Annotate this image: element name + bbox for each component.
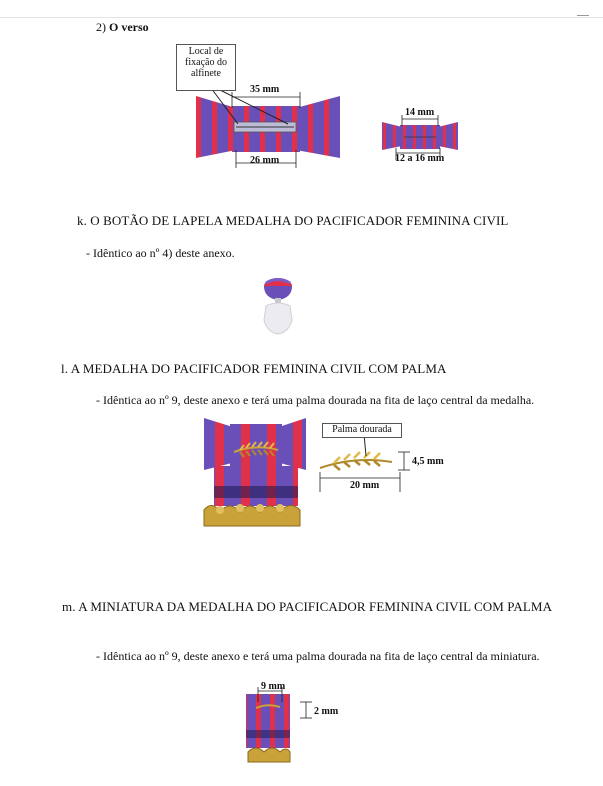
dim-35mm: 35 mm bbox=[250, 84, 280, 95]
verso-callout-box: Local de fixação do alfinete bbox=[176, 44, 236, 91]
section-l-heading: l. A MEDALHA DO PACIFICADOR FEMININA CIVIL COM PALMA bbox=[61, 361, 447, 376]
dim-20mm: 20 mm bbox=[350, 480, 380, 491]
section-l-body: - Idêntica ao nº 9, deste anexo e terá uma palma dourada na fita de laço central da medalha. bbox=[96, 393, 535, 407]
dim-4-5mm: 4,5 mm bbox=[412, 456, 444, 467]
section-m-heading: m. A MINIATURA DA MEDALHA DO PACIFICADOR FEMININA CIVIL COM PALMA bbox=[62, 599, 553, 614]
palm-callout-box: Palma dourada bbox=[322, 423, 402, 438]
section-m-body: - Idêntica ao nº 9, deste anexo e terá uma palma dourada na fita de laço central da miniatura. bbox=[96, 649, 540, 663]
dim-14mm: 14 mm bbox=[405, 107, 435, 118]
dim-2mm: 2 mm bbox=[314, 706, 339, 717]
section-k-body: - Idêntico ao nº 4) deste anexo. bbox=[86, 246, 235, 260]
miniature-medal-image bbox=[246, 694, 290, 762]
dim-9mm: 9 mm bbox=[261, 681, 286, 692]
verso-heading: 2) O verso bbox=[96, 20, 149, 34]
section-k-heading: k. O BOTÃO DE LAPELA MEDALHA DO PACIFICADOR FEMININA CIVIL bbox=[77, 213, 509, 228]
dim-12-16mm: 12 a 16 mm bbox=[395, 153, 445, 164]
dim-26mm: 26 mm bbox=[250, 155, 280, 166]
